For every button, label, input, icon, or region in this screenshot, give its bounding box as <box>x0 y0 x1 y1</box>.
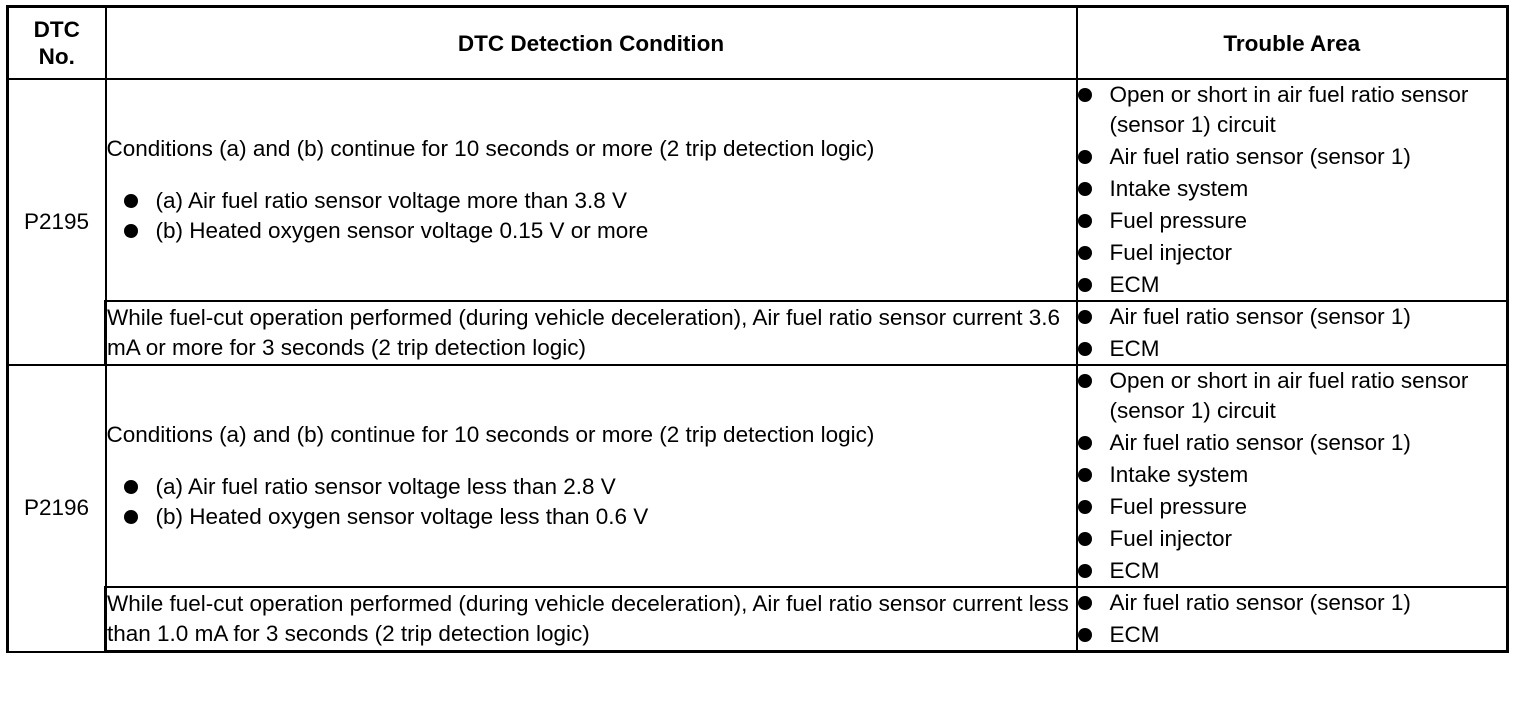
condition-cell <box>106 365 1077 587</box>
bullet-icon <box>1078 596 1092 610</box>
list-item <box>1078 524 1507 554</box>
trouble-area-cell <box>1077 301 1508 365</box>
dtc-table <box>6 5 1509 653</box>
condition-text: While fuel-cut operation performed (during vehicle deceleration), Air fuel ratio sensor current less than 1.0 mA for 3 seconds (2 trip detection logic) <box>107 591 1069 646</box>
bullet-icon <box>1078 342 1092 356</box>
trouble-area-item: Fuel injector <box>1109 526 1233 551</box>
bullet-icon <box>1078 436 1092 450</box>
bullet-icon <box>124 194 138 208</box>
trouble-area-item: Air fuel ratio sensor (sensor 1) <box>1109 304 1411 329</box>
bullet-icon <box>124 224 138 238</box>
list-item <box>124 502 1076 532</box>
trouble-area-item: Fuel pressure <box>1109 208 1248 233</box>
list-item <box>124 216 1076 246</box>
header-row <box>8 7 1508 80</box>
trouble-area-item: ECM <box>1109 272 1160 297</box>
condition-cell <box>106 79 1077 301</box>
trouble-area-item: Open or short in air fuel ratio sensor (sensor 1) circuit <box>1109 368 1469 423</box>
trouble-area-item: Air fuel ratio sensor (sensor 1) <box>1109 144 1411 169</box>
condition-sub-item: (b) Heated oxygen sensor voltage 0.15 V or more <box>155 218 649 243</box>
trouble-area-item: Fuel injector <box>1109 240 1233 265</box>
list-item <box>124 186 1076 216</box>
table-row <box>8 365 1508 587</box>
dtc-code: P2195 <box>8 79 106 365</box>
bullet-icon <box>1078 150 1092 164</box>
bullet-icon <box>1078 564 1092 578</box>
bullet-icon <box>1078 532 1092 546</box>
dtc-table-container <box>6 5 1509 653</box>
list-item <box>1078 238 1507 268</box>
trouble-area-cell <box>1077 79 1508 301</box>
bullet-icon <box>1078 310 1092 324</box>
list-item <box>124 472 1076 502</box>
list-item <box>1078 206 1507 236</box>
list-item <box>1078 460 1507 490</box>
list-item <box>1078 80 1507 140</box>
trouble-area-item: Intake system <box>1109 176 1249 201</box>
list-item <box>1078 334 1507 364</box>
condition-sub-list <box>107 186 1076 246</box>
trouble-area-list <box>1078 366 1507 586</box>
list-item <box>1078 556 1507 586</box>
list-item <box>1078 174 1507 204</box>
bullet-icon <box>1078 88 1092 102</box>
table-row <box>8 587 1508 652</box>
list-item <box>1078 270 1507 300</box>
list-item <box>1078 366 1507 426</box>
table-row <box>8 301 1508 365</box>
trouble-area-item: Air fuel ratio sensor (sensor 1) <box>1109 430 1411 455</box>
condition-lead: Conditions (a) and (b) continue for 10 seconds or more (2 trip detection logic) <box>106 136 875 161</box>
bullet-icon <box>1078 182 1092 196</box>
bullet-icon <box>124 480 138 494</box>
bullet-icon <box>1078 374 1092 388</box>
trouble-area-list <box>1078 80 1507 300</box>
bullet-icon <box>1078 246 1092 260</box>
list-item <box>1078 302 1507 332</box>
trouble-area-list <box>1078 302 1507 364</box>
trouble-area-item: ECM <box>1109 558 1160 583</box>
header-trouble-area: Trouble Area <box>1077 7 1508 80</box>
condition-sub-item: (a) Air fuel ratio sensor voltage more than 3.8 V <box>155 188 627 213</box>
condition-sub-list <box>107 472 1076 532</box>
list-item <box>1078 492 1507 522</box>
trouble-area-item: Fuel pressure <box>1109 494 1248 519</box>
condition-lead: Conditions (a) and (b) continue for 10 seconds or more (2 trip detection logic) <box>106 422 875 447</box>
bullet-icon <box>124 510 138 524</box>
header-condition: DTC Detection Condition <box>106 7 1077 80</box>
condition-text: While fuel-cut operation performed (during vehicle deceleration), Air fuel ratio sensor current 3.6 mA or more for 3 seconds (2 trip detection logic) <box>107 305 1060 360</box>
trouble-area-list <box>1078 588 1507 650</box>
trouble-area-item: ECM <box>1109 336 1160 361</box>
condition-sub-item: (a) Air fuel ratio sensor voltage less than 2.8 V <box>155 474 616 499</box>
header-dtc-no: DTC No. <box>8 7 106 80</box>
trouble-area-item: ECM <box>1109 622 1160 647</box>
trouble-area-cell <box>1077 365 1508 587</box>
bullet-icon <box>1078 500 1092 514</box>
list-item <box>1078 428 1507 458</box>
trouble-area-item: Intake system <box>1109 462 1249 487</box>
condition-sub-item: (b) Heated oxygen sensor voltage less than 0.6 V <box>155 504 649 529</box>
bullet-icon <box>1078 214 1092 228</box>
bullet-icon <box>1078 628 1092 642</box>
dtc-code: P2196 <box>8 365 106 652</box>
condition-cell <box>106 301 1077 365</box>
list-item <box>1078 588 1507 618</box>
bullet-icon <box>1078 278 1092 292</box>
list-item <box>1078 142 1507 172</box>
trouble-area-cell <box>1077 587 1508 652</box>
table-row <box>8 79 1508 301</box>
trouble-area-item: Air fuel ratio sensor (sensor 1) <box>1109 590 1411 615</box>
list-item <box>1078 620 1507 650</box>
bullet-icon <box>1078 468 1092 482</box>
trouble-area-item: Open or short in air fuel ratio sensor (sensor 1) circuit <box>1109 82 1469 137</box>
condition-cell <box>106 587 1077 652</box>
